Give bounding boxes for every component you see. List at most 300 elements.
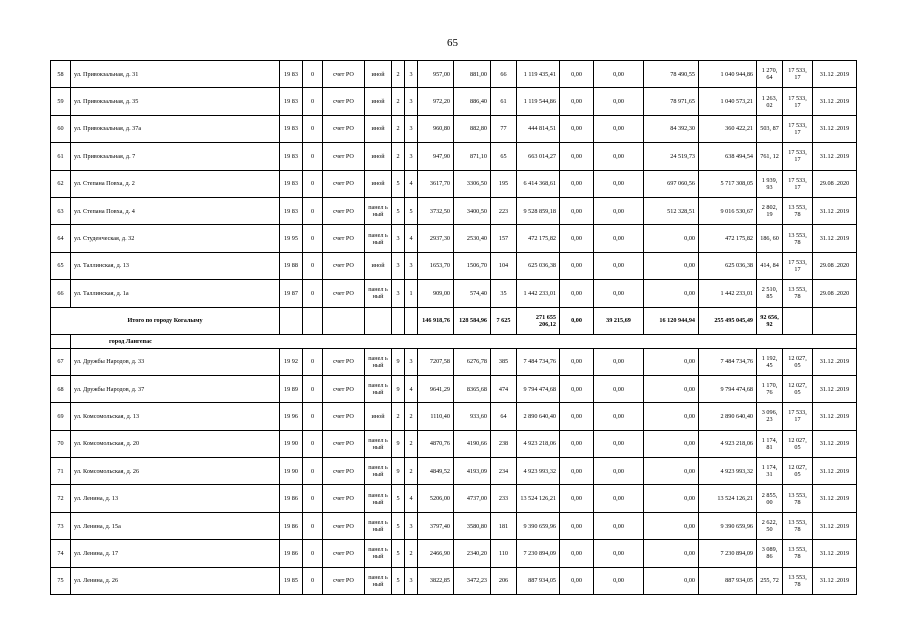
cell-material: иной xyxy=(365,115,392,142)
table-row xyxy=(51,375,857,402)
cell-c14: 7 230 894,09 xyxy=(699,540,757,567)
cell-max-cost: 13 553, 78 xyxy=(783,567,813,594)
cell-year: 19 86 xyxy=(280,512,303,539)
cell-area-total: 3797,40 xyxy=(418,512,454,539)
cell-max-cost: 12 027, 05 xyxy=(783,430,813,457)
cell-c14: 7 484 734,76 xyxy=(699,348,757,375)
cell-cost-total: 13 524 126,21 xyxy=(517,485,560,512)
cell-c13: 24 519,73 xyxy=(644,143,699,170)
cell-floors: 2 xyxy=(392,88,405,115)
cell-address: ул. Дружбы Народов, д. 33 xyxy=(71,348,280,375)
cell-area-living: 3580,80 xyxy=(454,512,491,539)
cell-c13: 0,00 xyxy=(644,485,699,512)
cell-c14: 9 016 530,67 xyxy=(699,197,757,224)
cell-floors: 9 xyxy=(392,348,405,375)
cell-area-living: 886,40 xyxy=(454,88,491,115)
cell-floors: 9 xyxy=(392,375,405,402)
cell-fund: счет РО xyxy=(323,430,365,457)
cell-c12: 0,00 xyxy=(594,170,644,197)
cell-material: панел ьный xyxy=(365,280,392,307)
cell-area-total: 1653,70 xyxy=(418,252,454,279)
cell-address: ул. Ленина, д. 13 xyxy=(71,485,280,512)
cell-c11: 0,00 xyxy=(560,252,594,279)
cell-c14: 13 524 126,21 xyxy=(699,485,757,512)
cell-fund: счет РО xyxy=(323,170,365,197)
capital-repair-register-table xyxy=(50,60,857,595)
cell-address: ул. Степана Повха, д. 4 xyxy=(71,197,280,224)
cell-material: панел ьный xyxy=(365,540,392,567)
cell-max-cost: 17 533, 17 xyxy=(783,61,813,88)
cell-cost-total: 4 923 993,32 xyxy=(517,458,560,485)
cell-fund: счет РО xyxy=(323,458,365,485)
cell-year: 19 83 xyxy=(280,88,303,115)
cell-area-total: 2937,30 xyxy=(418,225,454,252)
table-row xyxy=(51,197,857,224)
cell-area-total: 960,80 xyxy=(418,115,454,142)
cell-max-cost: 17 533, 17 xyxy=(783,143,813,170)
cell-area-total: 3822,85 xyxy=(418,567,454,594)
cell-entrances: 2 xyxy=(405,403,418,430)
cell-residents: 77 xyxy=(491,115,517,142)
cell-floors: 5 xyxy=(392,197,405,224)
cell-address: ул. Привокзальная, д. 35 xyxy=(71,88,280,115)
cell-c14: 887 934,05 xyxy=(699,567,757,594)
cell-fund: счет РО xyxy=(323,61,365,88)
cell-area-living: 1506,70 xyxy=(454,252,491,279)
cell-cost-total: 444 814,51 xyxy=(517,115,560,142)
cell-c13: 0,00 xyxy=(644,252,699,279)
cell-residents: 157 xyxy=(491,225,517,252)
cell-area-living: 3306,50 xyxy=(454,170,491,197)
table-row xyxy=(51,540,857,567)
cell-entrances: 2 xyxy=(405,540,418,567)
cell-no: 68 xyxy=(51,375,71,402)
cell-date: 31.12 .2019 xyxy=(813,61,857,88)
cell-c3: 0 xyxy=(303,348,323,375)
cell-c3: 0 xyxy=(303,485,323,512)
total-c14: 255 495 045,49 xyxy=(699,307,757,334)
cell-c13: 0,00 xyxy=(644,348,699,375)
cell-c11: 0,00 xyxy=(560,403,594,430)
table-row xyxy=(51,61,857,88)
cell-material: панел ьный xyxy=(365,375,392,402)
cell-entrances: 2 xyxy=(405,430,418,457)
cell-no: 69 xyxy=(51,403,71,430)
city-heading-row xyxy=(51,334,857,348)
cell-floors: 9 xyxy=(392,458,405,485)
cell-cost-total: 4 923 218,06 xyxy=(517,430,560,457)
cell-c12: 0,00 xyxy=(594,280,644,307)
cell-max-cost: 13 553, 78 xyxy=(783,225,813,252)
cell-area-total: 2466,90 xyxy=(418,540,454,567)
cell-material: панел ьный xyxy=(365,567,392,594)
table-row xyxy=(51,88,857,115)
cell-unit-cost: 1 192, 45 xyxy=(757,348,783,375)
table-row xyxy=(51,348,857,375)
cell-residents: 195 xyxy=(491,170,517,197)
table-row xyxy=(51,458,857,485)
cell-c11: 0,00 xyxy=(560,540,594,567)
cell-unit-cost: 2 510, 85 xyxy=(757,280,783,307)
cell-material: иной xyxy=(365,252,392,279)
cell-date: 31.12 .2019 xyxy=(813,115,857,142)
cell-c11: 0,00 xyxy=(560,375,594,402)
cell-c13: 697 060,56 xyxy=(644,170,699,197)
cell-c13: 84 392,30 xyxy=(644,115,699,142)
cell-address: ул. Привокзальная, д. 31 xyxy=(71,61,280,88)
cell-c3: 0 xyxy=(303,61,323,88)
cell-address: ул. Комсомольская, д. 13 xyxy=(71,403,280,430)
total-area-living: 128 584,96 xyxy=(454,307,491,334)
cell-cost-total: 9 390 659,96 xyxy=(517,512,560,539)
cell-date: 31.12 .2019 xyxy=(813,540,857,567)
cell-c3: 0 xyxy=(303,458,323,485)
cell-c11: 0,00 xyxy=(560,485,594,512)
cell-c11: 0,00 xyxy=(560,88,594,115)
cell-max-cost: 12 027, 05 xyxy=(783,375,813,402)
cell-c12: 0,00 xyxy=(594,540,644,567)
cell-c13: 0,00 xyxy=(644,375,699,402)
cell-c12: 0,00 xyxy=(594,88,644,115)
cell-c3: 0 xyxy=(303,403,323,430)
cell-c11: 0,00 xyxy=(560,143,594,170)
cell-max-cost: 12 027, 05 xyxy=(783,348,813,375)
table-row xyxy=(51,225,857,252)
cell-c13: 0,00 xyxy=(644,225,699,252)
cell-area-total: 972,20 xyxy=(418,88,454,115)
table-section-langepas xyxy=(51,348,857,595)
table-section-kogalym xyxy=(51,61,857,308)
cell-entrances: 3 xyxy=(405,88,418,115)
cell-material: панел ьный xyxy=(365,458,392,485)
cell-address: ул. Привокзальная, д. 37а xyxy=(71,115,280,142)
table-row xyxy=(51,512,857,539)
cell-unit-cost: 1 170, 76 xyxy=(757,375,783,402)
cell-date: 31.12 .2019 xyxy=(813,197,857,224)
cell-c3: 0 xyxy=(303,225,323,252)
cell-area-total: 909,00 xyxy=(418,280,454,307)
cell-entrances: 3 xyxy=(405,252,418,279)
cell-address: ул. Комсомольская, д. 20 xyxy=(71,430,280,457)
cell-no: 60 xyxy=(51,115,71,142)
cell-fund: счет РО xyxy=(323,280,365,307)
cell-c12: 0,00 xyxy=(594,567,644,594)
cell-residents: 223 xyxy=(491,197,517,224)
cell-floors: 5 xyxy=(392,170,405,197)
cell-residents: 238 xyxy=(491,430,517,457)
cell-area-total: 7207,58 xyxy=(418,348,454,375)
cell-year: 19 87 xyxy=(280,280,303,307)
cell-entrances: 4 xyxy=(405,225,418,252)
cell-cost-total: 887 934,05 xyxy=(517,567,560,594)
cell-c11: 0,00 xyxy=(560,225,594,252)
cell-c3: 0 xyxy=(303,512,323,539)
cell-date: 31.12 .2019 xyxy=(813,430,857,457)
cell-address: ул. Таллинская, д. 13 xyxy=(71,252,280,279)
cell-no: 70 xyxy=(51,430,71,457)
cell-material: иной xyxy=(365,88,392,115)
cell-c14: 1 040 944,86 xyxy=(699,61,757,88)
cell-unit-cost: 3 096, 23 xyxy=(757,403,783,430)
cell-date: 31.12 .2019 xyxy=(813,567,857,594)
cell-unit-cost: 761, 12 xyxy=(757,143,783,170)
cell-c12: 0,00 xyxy=(594,61,644,88)
cell-c12: 0,00 xyxy=(594,348,644,375)
cell-c3: 0 xyxy=(303,143,323,170)
cell-floors: 5 xyxy=(392,540,405,567)
cell-c3: 0 xyxy=(303,567,323,594)
cell-area-total: 947,90 xyxy=(418,143,454,170)
cell-address: ул. Привокзальная, д. 7 xyxy=(71,143,280,170)
cell-year: 19 95 xyxy=(280,225,303,252)
cell-entrances: 2 xyxy=(405,458,418,485)
cell-c14: 4 923 993,32 xyxy=(699,458,757,485)
cell-area-living: 3400,50 xyxy=(454,197,491,224)
cell-c13: 78 971,65 xyxy=(644,88,699,115)
cell-c11: 0,00 xyxy=(560,115,594,142)
cell-c13: 0,00 xyxy=(644,430,699,457)
cell-unit-cost: 3 089, 86 xyxy=(757,540,783,567)
cell-year: 19 92 xyxy=(280,348,303,375)
cell-c12: 0,00 xyxy=(594,403,644,430)
cell-floors: 2 xyxy=(392,61,405,88)
cell-date: 31.12 .2019 xyxy=(813,225,857,252)
cell-entrances: 5 xyxy=(405,197,418,224)
cell-fund: счет РО xyxy=(323,143,365,170)
cell-max-cost: 13 553, 78 xyxy=(783,280,813,307)
cell-material: иной xyxy=(365,170,392,197)
cell-residents: 61 xyxy=(491,88,517,115)
cell-fund: счет РО xyxy=(323,225,365,252)
cell-entrances: 3 xyxy=(405,143,418,170)
cell-c14: 9 794 474,68 xyxy=(699,375,757,402)
table-row xyxy=(51,170,857,197)
cell-floors: 3 xyxy=(392,280,405,307)
cell-entrances: 4 xyxy=(405,375,418,402)
cell-address: ул. Таллинская, д. 1а xyxy=(71,280,280,307)
cell-material: иной xyxy=(365,143,392,170)
cell-fund: счет РО xyxy=(323,197,365,224)
cell-c13: 0,00 xyxy=(644,567,699,594)
total-unit-cost: 92 656, 92 xyxy=(757,307,783,334)
cell-no: 63 xyxy=(51,197,71,224)
cell-cost-total: 7 230 894,09 xyxy=(517,540,560,567)
total-c12: 39 215,69 xyxy=(594,307,644,334)
cell-c13: 78 490,55 xyxy=(644,61,699,88)
cell-c11: 0,00 xyxy=(560,430,594,457)
cell-c13: 0,00 xyxy=(644,512,699,539)
cell-date: 31.12 .2019 xyxy=(813,485,857,512)
cell-unit-cost: 1 263, 02 xyxy=(757,88,783,115)
cell-c13: 512 328,51 xyxy=(644,197,699,224)
cell-floors: 2 xyxy=(392,403,405,430)
cell-entrances: 3 xyxy=(405,348,418,375)
cell-max-cost: 13 553, 78 xyxy=(783,197,813,224)
cell-no: 71 xyxy=(51,458,71,485)
cell-date: 31.12 .2019 xyxy=(813,143,857,170)
cell-c13: 0,00 xyxy=(644,280,699,307)
cell-c3: 0 xyxy=(303,252,323,279)
cell-no: 65 xyxy=(51,252,71,279)
cell-fund: счет РО xyxy=(323,540,365,567)
cell-floors: 3 xyxy=(392,252,405,279)
cell-c11: 0,00 xyxy=(560,348,594,375)
table-row xyxy=(51,280,857,307)
cell-residents: 474 xyxy=(491,375,517,402)
cell-fund: счет РО xyxy=(323,252,365,279)
cell-material: панел ьный xyxy=(365,512,392,539)
cell-unit-cost: 503, 87 xyxy=(757,115,783,142)
cell-floors: 5 xyxy=(392,512,405,539)
cell-fund: счет РО xyxy=(323,375,365,402)
cell-c14: 360 422,21 xyxy=(699,115,757,142)
table-row xyxy=(51,430,857,457)
cell-unit-cost: 1 270, 64 xyxy=(757,61,783,88)
cell-c14: 1 040 573,21 xyxy=(699,88,757,115)
cell-fund: счет РО xyxy=(323,403,365,430)
cell-year: 19 85 xyxy=(280,567,303,594)
cell-area-living: 8365,68 xyxy=(454,375,491,402)
cell-no: 64 xyxy=(51,225,71,252)
cell-year: 19 83 xyxy=(280,143,303,170)
cell-residents: 110 xyxy=(491,540,517,567)
cell-entrances: 4 xyxy=(405,170,418,197)
cell-fund: счет РО xyxy=(323,567,365,594)
cell-residents: 64 xyxy=(491,403,517,430)
cell-unit-cost: 1 174, 81 xyxy=(757,430,783,457)
cell-no: 73 xyxy=(51,512,71,539)
cell-c14: 638 494,54 xyxy=(699,143,757,170)
table-row xyxy=(51,115,857,142)
cell-c14: 1 442 233,01 xyxy=(699,280,757,307)
cell-material: панел ьный xyxy=(365,197,392,224)
cell-year: 19 83 xyxy=(280,197,303,224)
cell-entrances: 3 xyxy=(405,512,418,539)
cell-year: 19 86 xyxy=(280,485,303,512)
cell-area-living: 933,60 xyxy=(454,403,491,430)
cell-area-living: 574,40 xyxy=(454,280,491,307)
cell-unit-cost: 1 174, 31 xyxy=(757,458,783,485)
cell-floors: 5 xyxy=(392,567,405,594)
cell-year: 19 83 xyxy=(280,170,303,197)
total-c11: 0,00 xyxy=(560,307,594,334)
cell-c12: 0,00 xyxy=(594,485,644,512)
cell-entrances: 4 xyxy=(405,485,418,512)
cell-residents: 181 xyxy=(491,512,517,539)
cell-c14: 2 890 640,40 xyxy=(699,403,757,430)
cell-cost-total: 472 175,82 xyxy=(517,225,560,252)
cell-fund: счет РО xyxy=(323,115,365,142)
cell-unit-cost: 1 939, 93 xyxy=(757,170,783,197)
cell-max-cost: 13 553, 78 xyxy=(783,485,813,512)
cell-date: 31.12 .2019 xyxy=(813,375,857,402)
cell-c12: 0,00 xyxy=(594,197,644,224)
cell-cost-total: 9 794 474,68 xyxy=(517,375,560,402)
cell-c11: 0,00 xyxy=(560,61,594,88)
cell-date: 31.12 .2019 xyxy=(813,88,857,115)
city-heading: город Лангепас xyxy=(71,334,857,348)
cell-c3: 0 xyxy=(303,170,323,197)
cell-fund: счет РО xyxy=(323,485,365,512)
cell-unit-cost: 2 855, 00 xyxy=(757,485,783,512)
cell-c12: 0,00 xyxy=(594,225,644,252)
table-row xyxy=(51,403,857,430)
cell-residents: 35 xyxy=(491,280,517,307)
cell-material: панел ьный xyxy=(365,430,392,457)
cell-c14: 625 036,38 xyxy=(699,252,757,279)
cell-c14: 472 175,82 xyxy=(699,225,757,252)
total-row xyxy=(51,307,857,334)
cell-c11: 0,00 xyxy=(560,170,594,197)
cell-no: 58 xyxy=(51,61,71,88)
cell-c3: 0 xyxy=(303,430,323,457)
total-residents: 7 625 xyxy=(491,307,517,334)
cell-date: 29.08 .2020 xyxy=(813,252,857,279)
cell-area-living: 6276,78 xyxy=(454,348,491,375)
cell-year: 19 86 xyxy=(280,540,303,567)
cell-residents: 385 xyxy=(491,348,517,375)
cell-cost-total: 625 036,38 xyxy=(517,252,560,279)
table-row xyxy=(51,485,857,512)
cell-address: ул. Степана Повха, д. 2 xyxy=(71,170,280,197)
table-row xyxy=(51,252,857,279)
cell-year: 19 96 xyxy=(280,403,303,430)
cell-year: 19 90 xyxy=(280,430,303,457)
cell-residents: 206 xyxy=(491,567,517,594)
cell-c3: 0 xyxy=(303,375,323,402)
cell-c14: 9 390 659,96 xyxy=(699,512,757,539)
cell-c3: 0 xyxy=(303,88,323,115)
cell-floors: 2 xyxy=(392,115,405,142)
cell-no: 62 xyxy=(51,170,71,197)
cell-floors: 5 xyxy=(392,485,405,512)
cell-max-cost: 17 533, 17 xyxy=(783,88,813,115)
cell-residents: 66 xyxy=(491,61,517,88)
cell-c11: 0,00 xyxy=(560,567,594,594)
cell-unit-cost: 186, 60 xyxy=(757,225,783,252)
cell-residents: 65 xyxy=(491,143,517,170)
cell-c3: 0 xyxy=(303,197,323,224)
cell-fund: счет РО xyxy=(323,512,365,539)
cell-area-total: 1110,40 xyxy=(418,403,454,430)
total-c13: 16 120 944,94 xyxy=(644,307,699,334)
cell-area-total: 5206,00 xyxy=(418,485,454,512)
cell-address: ул. Студенческая, д. 32 xyxy=(71,225,280,252)
cell-max-cost: 17 533, 17 xyxy=(783,115,813,142)
cell-entrances: 3 xyxy=(405,115,418,142)
cell-material: панел ьный xyxy=(365,485,392,512)
cell-c11: 0,00 xyxy=(560,512,594,539)
cell-area-living: 2530,40 xyxy=(454,225,491,252)
cell-year: 19 83 xyxy=(280,115,303,142)
cell-cost-total: 7 484 734,76 xyxy=(517,348,560,375)
cell-c13: 0,00 xyxy=(644,458,699,485)
cell-unit-cost: 414, 84 xyxy=(757,252,783,279)
cell-year: 19 90 xyxy=(280,458,303,485)
cell-area-total: 4849,52 xyxy=(418,458,454,485)
cell-material: панел ьный xyxy=(365,225,392,252)
cell-cost-total: 1 119 544,86 xyxy=(517,88,560,115)
cell-no: 74 xyxy=(51,540,71,567)
cell-area-living: 882,80 xyxy=(454,115,491,142)
cell-date: 31.12 .2019 xyxy=(813,458,857,485)
cell-area-total: 957,00 xyxy=(418,61,454,88)
cell-c12: 0,00 xyxy=(594,512,644,539)
total-area-total: 146 918,76 xyxy=(418,307,454,334)
cell-date: 31.12 .2019 xyxy=(813,512,857,539)
cell-c3: 0 xyxy=(303,280,323,307)
cell-area-total: 9641,29 xyxy=(418,375,454,402)
